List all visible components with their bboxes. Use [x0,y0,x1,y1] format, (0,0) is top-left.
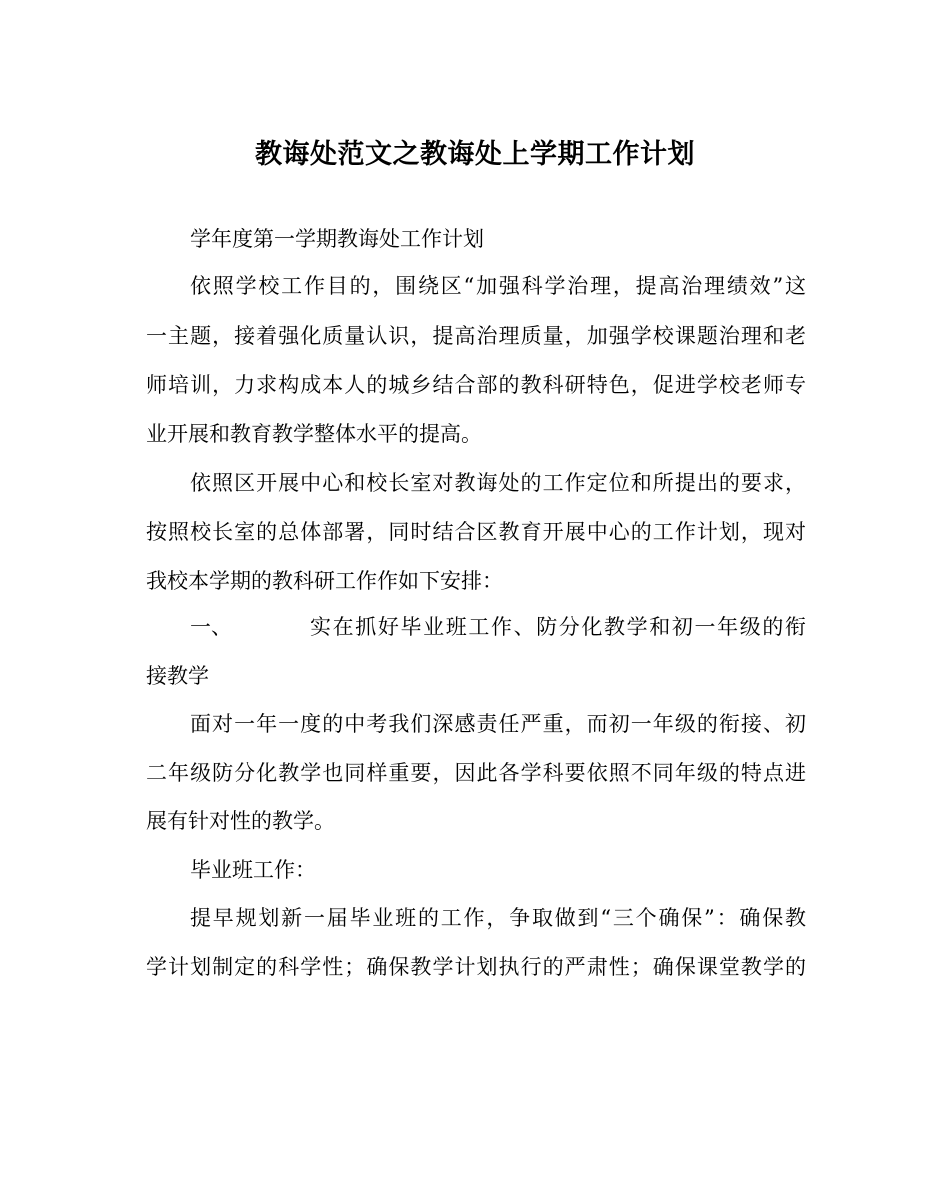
paragraph-line: 展有针对性的教学。 [146,809,335,833]
paragraph-line: 面对一年一度的中考我们深感责任严重，而初一年级的衔接、初 [190,712,806,736]
paragraph-line: 学年度第一学期教诲处工作计划 [190,227,484,251]
paragraph-line: 二年级防分化教学也同样重要，因此各学科要依照不同年级的特点进 [146,761,806,785]
section-heading: 实在抓好毕业班工作、防分化教学和初一年级的衔 [310,615,806,639]
paragraph-line: 提早规划新一届毕业班的工作，争取做到“三个确保”：确保教 [190,906,806,930]
paragraph-line: 一主题，接着强化质量认识，提高治理质量，加强学校课题治理和老 [146,324,806,348]
paragraph-line: 依照区开展中心和校长室对教诲处的工作定位和所提出的要求， [190,471,806,495]
section-number: 一、 [190,615,232,639]
paragraph-line: 学计划制定的科学性；确保教学计划执行的严肃性；确保课堂教学的 [146,955,806,979]
paragraph-line: 我校本学期的教科研工作作如下安排： [146,569,503,593]
paragraph-line: 师培训，力求构成本人的城乡结合部的教科研特色，促进学校老师专 [146,373,806,397]
paragraph-line: 业开展和教育教学整体水平的提高。 [146,422,482,446]
paragraph-line: 按照校长室的总体部署，同时结合区教育开展中心的工作计划，现对 [146,520,806,544]
paragraph-line: 毕业班工作： [190,858,316,882]
paragraph-line: 接教学 [146,664,209,688]
paragraph-line: 依照学校工作目的，围绕区“加强科学治理，提高治理绩效”这 [190,274,806,298]
document-title: 教诲处范文之教诲处上学期工作计划 [255,139,695,170]
